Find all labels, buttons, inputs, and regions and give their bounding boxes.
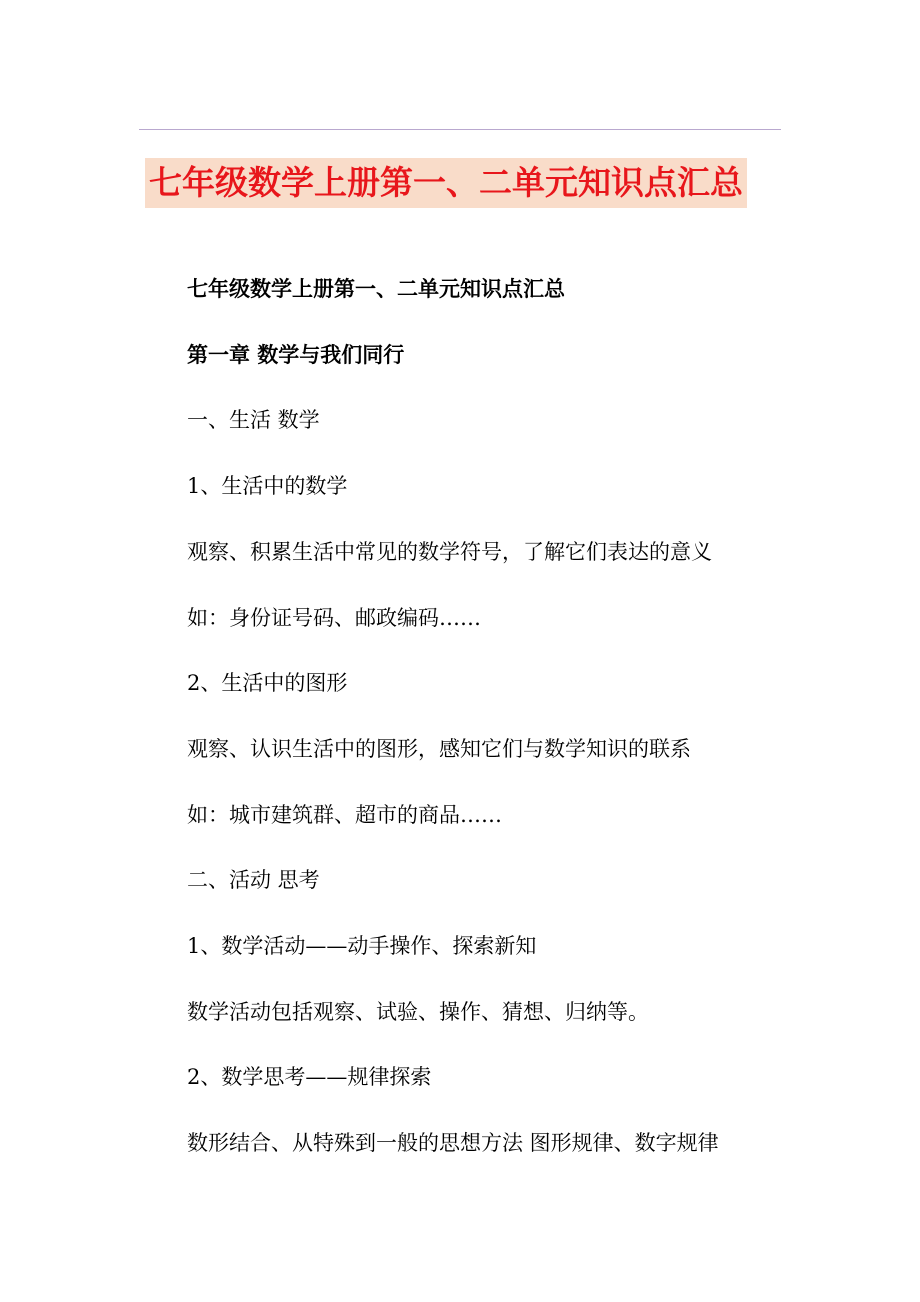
- document-title: 七年级数学上册第一、二单元知识点汇总: [145, 158, 747, 208]
- chapter-heading: 第一章 数学与我们同行: [187, 342, 405, 367]
- paragraph: 数形结合、从特殊到一般的思想方法 图形规律、数字规律: [187, 1131, 719, 1155]
- subsection-heading: 2、生活中的图形: [187, 671, 348, 695]
- header-divider: [139, 129, 781, 130]
- example-line: 如：身份证号码、邮政编码……: [187, 606, 481, 630]
- example-line: 如：城市建筑群、超市的商品……: [187, 803, 502, 827]
- paragraph: 数学活动包括观察、试验、操作、猜想、归纳等。: [187, 1000, 649, 1024]
- section-heading: 二、活动 思考: [187, 868, 320, 892]
- subsection-heading: 1、数学活动——动手操作、探索新知: [187, 934, 537, 958]
- paragraph: 观察、认识生活中的图形，感知它们与数学知识的联系: [187, 737, 691, 761]
- subsection-heading: 2、数学思考——规律探索: [187, 1065, 432, 1089]
- section-heading: 一、生活 数学: [187, 408, 320, 432]
- section-title: 七年级数学上册第一、二单元知识点汇总: [187, 276, 565, 301]
- subsection-heading: 1、生活中的数学: [187, 474, 348, 498]
- paragraph: 观察、积累生活中常见的数学符号，了解它们表达的意义: [187, 540, 712, 564]
